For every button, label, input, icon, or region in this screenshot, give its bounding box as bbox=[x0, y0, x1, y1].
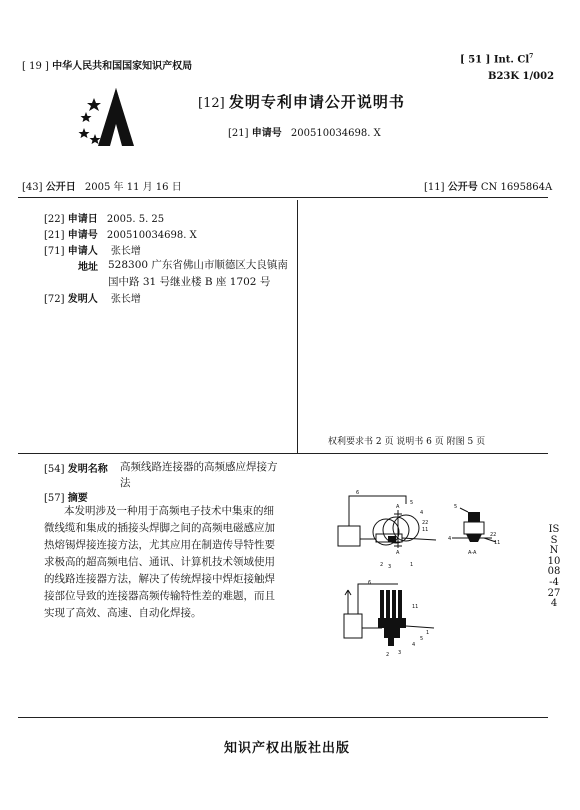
rule-bottom bbox=[18, 717, 548, 718]
int-cl bbox=[460, 53, 533, 65]
fig3-label: 5 bbox=[420, 636, 424, 642]
address-label: 地址 bbox=[78, 262, 98, 273]
abstract-line: 接部位导致的连接器高频传输特性差的难题，而且 bbox=[44, 590, 275, 602]
header-app-no bbox=[228, 124, 381, 139]
abstract-line: 热熔锡焊接连接方法，尤其应用在制造传导特性要 bbox=[44, 539, 275, 551]
code19: [ 19 ] bbox=[22, 61, 49, 72]
fig2-label: 11 bbox=[494, 540, 501, 546]
fig3-label: 2 bbox=[386, 652, 390, 658]
app-no-value: 200510034698. X bbox=[290, 128, 381, 139]
pub-date-label: 公开日 bbox=[45, 182, 76, 193]
pub-no-label: 公开号 bbox=[447, 182, 478, 193]
filing-date-label: 申请日 bbox=[67, 214, 98, 225]
code72: [72] bbox=[44, 294, 65, 305]
office-name: 中华人民共和国国家知识产权局 bbox=[52, 61, 193, 72]
fig1-label: 5 bbox=[410, 500, 414, 506]
fig2-label: 5 bbox=[454, 504, 458, 510]
inventor bbox=[44, 290, 141, 305]
code21: [21] bbox=[228, 128, 249, 139]
fig1-label: 3 bbox=[388, 564, 392, 570]
issn-vertical: ISSN1008-4274 bbox=[547, 524, 561, 610]
patent-office-emblem bbox=[76, 84, 148, 152]
rule-top bbox=[18, 197, 548, 198]
fig2-label: 22 bbox=[490, 532, 497, 538]
fig1-label: 2 bbox=[380, 562, 384, 568]
figure-3-drawing bbox=[338, 578, 438, 660]
invention-title-line1: 高频线路连接器的高频感应焊接方 bbox=[120, 461, 278, 473]
invention-title-label: 发明名称 bbox=[67, 464, 108, 475]
pub-date bbox=[22, 178, 182, 193]
fig3-label: 4 bbox=[412, 642, 416, 648]
fig1-label: A bbox=[396, 504, 400, 510]
abstract-line: 本发明涉及一种用于高频电子技术中集束的细 bbox=[64, 505, 274, 517]
publisher-footer: 知识产权出版社出版 bbox=[224, 741, 351, 756]
fig1-label: 11 bbox=[422, 527, 429, 533]
fig3-label: 11 bbox=[412, 604, 419, 610]
applicant bbox=[44, 242, 141, 257]
rule-column bbox=[297, 200, 298, 454]
code12: [12] bbox=[198, 96, 225, 111]
doc-title: 发明专利申请公开说明书 bbox=[228, 93, 405, 111]
fig1-label: 6 bbox=[356, 490, 360, 496]
rule-middle bbox=[18, 453, 548, 454]
code71: [71] bbox=[44, 246, 65, 257]
filing-date bbox=[44, 210, 164, 225]
figure-2-drawing bbox=[448, 498, 518, 560]
figure-1-drawing bbox=[332, 484, 442, 574]
biblio-app-no bbox=[44, 226, 197, 241]
code21b: [21] bbox=[44, 230, 65, 241]
fig1-label: A bbox=[396, 550, 400, 556]
invention-title-row bbox=[44, 460, 108, 475]
abstract-line: 实现了高效、高速、自动化焊接。 bbox=[44, 607, 202, 619]
applicant-value: 张长增 bbox=[110, 246, 141, 257]
abstract-line: 的线路连接器方法，解决了传统焊接中焊炬接触焊 bbox=[44, 573, 275, 585]
address-line2: 国中路 31 号继业楼 B 座 1702 号 bbox=[108, 276, 271, 288]
invention-title-line2: 法 bbox=[120, 477, 131, 489]
fig3-label: 6 bbox=[368, 580, 372, 586]
filing-date-value: 2005. 5. 25 bbox=[106, 214, 165, 225]
inventor-label: 发明人 bbox=[67, 294, 98, 305]
page-info: 权利要求书 2 页 说明书 6 页 附图 5 页 bbox=[328, 437, 486, 447]
abstract-label: 摘要 bbox=[67, 493, 88, 504]
biblio-app-no-label: 申请号 bbox=[67, 230, 98, 241]
pub-no bbox=[424, 178, 552, 193]
inventor-value: 张长增 bbox=[110, 294, 141, 305]
fig3-label: 1 bbox=[426, 630, 430, 636]
address-line1: 528300 广东省佛山市顺德区大良镇南 bbox=[108, 259, 288, 271]
doc-title-row bbox=[198, 91, 405, 112]
fig2-label: 4 bbox=[448, 536, 452, 542]
code54: [54] bbox=[44, 464, 65, 475]
fig1-label: 1 bbox=[410, 562, 414, 568]
abstract-line: 微线缆和集成的插接头焊脚之间的高频电磁感应加 bbox=[44, 522, 275, 534]
code57: [57] bbox=[44, 493, 65, 504]
biblio-app-no-value: 200510034698. X bbox=[106, 230, 197, 241]
pub-no-value: CN 1695864A bbox=[480, 182, 553, 193]
ipc-code: B23K 1/002 bbox=[488, 71, 555, 82]
header-office bbox=[22, 57, 192, 72]
app-no-label: 申请号 bbox=[251, 128, 282, 139]
int-cl-sup: 7 bbox=[529, 53, 534, 60]
fig3-label: 3 bbox=[398, 650, 402, 656]
code51: [ 51 ] Int. Cl bbox=[460, 54, 530, 66]
code43: [43] bbox=[22, 182, 43, 193]
fig1-label: 22 bbox=[422, 520, 429, 526]
fig2-label: A-A bbox=[468, 550, 477, 556]
abstract-heading bbox=[44, 489, 88, 504]
fig1-label: 4 bbox=[420, 510, 424, 516]
code22: [22] bbox=[44, 214, 65, 225]
abstract-line: 求极高的超高频电信、通讯、计算机技术领域使用 bbox=[44, 556, 275, 568]
applicant-label: 申请人 bbox=[67, 246, 98, 257]
pub-date-value: 2005 年 11 月 16 日 bbox=[84, 182, 182, 193]
code11: [11] bbox=[424, 182, 445, 193]
